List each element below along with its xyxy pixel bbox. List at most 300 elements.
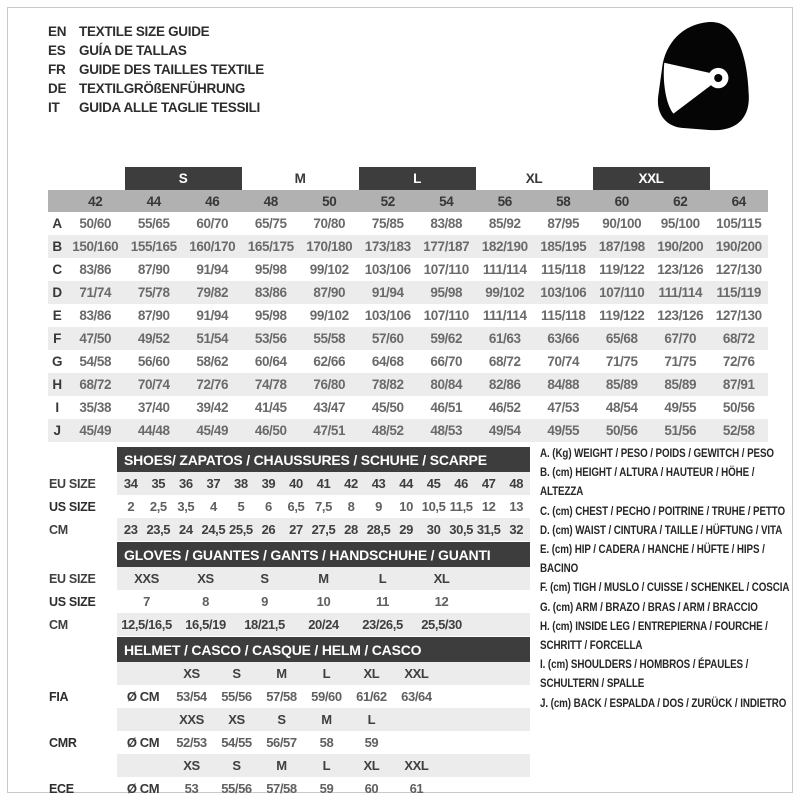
table-cell: 55/56 [221,689,252,704]
table-cell: J [48,419,66,442]
table-cell: 53/56 [242,327,301,350]
table-cell: 23,5 [145,518,173,541]
table-cell: 85/89 [593,373,652,396]
table-cell [710,167,769,190]
lang-row-es [48,41,264,60]
table-cell: 47/50 [66,327,125,350]
table-cell [471,567,530,590]
table-cell: 65/68 [593,327,652,350]
table-cell: M [259,754,304,777]
table-cell: 111/114 [482,262,527,277]
table-cell: 87/90 [137,262,170,277]
table-cell: 60 [593,190,652,212]
table-cell [471,613,530,636]
table-cell: 62/66 [313,354,346,369]
table-cell: 99/102 [309,308,349,323]
table-cell: 105/115 [716,216,762,231]
table-cell: 48 [502,472,530,495]
table-cell: 72/76 [183,373,242,396]
lang-row-fr [48,60,264,79]
table-cell: M [294,567,353,590]
measure-row-A [48,212,768,235]
table-cell: 51/56 [651,419,710,442]
legend-item: F. (cm) TIGH / MUSLO / CUISSE / SCHENKEL / COSCIA [540,581,790,595]
table-cell: 61 [409,781,424,796]
table-cell: 160/170 [183,235,242,258]
legend-item: E. (cm) HIP / CADERA / HANCHE / HÜFTE / HIPS / BACINO [540,543,765,576]
table-cell: 59 [319,781,334,796]
table-cell: 111/114 [651,281,710,304]
table-cell: Ø CM [126,781,160,796]
table-cell: 64 [710,190,769,212]
table-cell: 42 [337,472,365,495]
table-cell: 46/51 [430,400,463,415]
table-cell: 47 [475,472,503,495]
table-cell: 49/54 [476,419,535,442]
table-cell: 111/114 [482,308,527,323]
table-cell: 28 [337,518,365,541]
table-cell: B [48,235,66,258]
table-cell: D [48,281,66,304]
legend-item: I. (cm) SHOULDERS / HOMBROS / ÉPAULES / SCHULTERN / SPALLE [540,658,749,691]
table-cell: 53/54 [176,689,207,704]
table-cell: 64/68 [371,354,404,369]
table-cell: L [353,567,412,590]
table-cell: 103/106 [364,308,411,323]
table-cell: C [52,262,62,277]
measure-row-J [48,419,768,442]
shoes-cm-row [48,518,530,541]
table-cell: 25,5 [227,518,255,541]
table-cell: 115/118 [540,262,586,277]
table-cell: 190/200 [710,235,769,258]
table-cell: 75/85 [371,216,404,231]
table-cell: 47/51 [300,419,359,442]
measure-row-H [48,373,768,396]
table-cell: 59/60 [311,689,342,704]
table-cell: 83/86 [79,262,112,277]
table-cell: XXS [169,708,214,731]
table-cell: 66/70 [430,354,463,369]
table-cell [117,662,169,685]
table-cell: 63/66 [534,327,593,350]
table-cell [48,637,117,662]
table-cell: 47/53 [547,400,580,415]
legend-item: D. (cm) WAIST / CINTURA / TAILLE / HÜFTUNG / VITA [540,523,783,537]
helmet-size-table [48,637,530,800]
table-cell: 36 [172,472,200,495]
table-cell: 30 [420,518,448,541]
size-group-xxl: XXL [593,167,710,190]
table-cell: 71/75 [664,354,697,369]
table-cell: 55/56 [221,781,252,796]
table-cell: 71/75 [605,354,638,369]
table-cell: S [259,708,304,731]
gloves-eu-row [48,567,530,590]
table-cell: 5 [237,499,245,514]
page-title-it: GUIDA ALLE TAGLIE TESSILI [79,100,260,115]
table-cell: 45/50 [371,400,404,415]
table-cell: 173/183 [359,235,418,258]
measure-row-C [48,258,768,281]
table-cell: M [304,708,349,731]
table-cell: XXL [394,662,439,685]
gloves-cm-row [48,613,530,636]
table-cell [48,708,117,731]
table-cell: 27 [282,518,310,541]
lang-row-it [48,98,264,117]
shoes-eu-row [48,472,530,495]
shoes-size-table [48,447,530,541]
legend-item: H. (cm) INSIDE LEG / ENTREPIERNA / FOURCHE / SCHRITT / FORCELLA [540,619,768,653]
table-cell: 190/200 [651,235,710,258]
helmet-title: HELMET / CASCO / CASQUE / HELM / CASCO [117,637,530,662]
table-cell: 55/58 [300,327,359,350]
gloves-title: GLOVES / GUANTES / GANTS / HANDSCHUHE / GUANTI [117,542,530,567]
table-cell: CMR [49,735,77,750]
table-cell: 79/82 [183,281,242,304]
table-cell: 30,5 [447,518,475,541]
table-cell: 54/58 [79,354,112,369]
table-cell: 91/94 [359,281,418,304]
table-cell: 95/98 [254,262,287,277]
lang-row-de [48,79,264,98]
textile-size-table [48,167,768,442]
table-cell: 150/160 [66,235,125,258]
table-cell: 59 [364,735,379,750]
table-cell: 34 [117,472,145,495]
table-cell: 3,5 [177,499,195,514]
table-cell: 83/86 [79,308,112,323]
table-cell: 127/130 [715,262,762,277]
table-cell: 103/106 [534,281,593,304]
table-cell: 67/70 [651,327,710,350]
helmet-ece-row [48,777,530,800]
gloves-title-row [48,542,530,567]
table-cell: 12 [481,499,496,514]
table-cell: 28,5 [365,518,393,541]
table-cell: 50/60 [79,216,112,231]
table-cell: 182/190 [476,235,535,258]
table-cell: XS [176,567,235,590]
table-cell: L [304,662,349,685]
table-cell: 31,5 [475,518,503,541]
table-cell: 58 [319,735,334,750]
table-cell: 50/56 [722,400,755,415]
table-cell: Ø CM [126,735,160,750]
table-cell: 82/86 [476,373,535,396]
table-cell: 44 [125,190,184,212]
size-group-s: S [125,167,242,190]
table-cell: 44 [392,472,420,495]
measurement-legend [540,444,794,713]
helmet-cmr-sizes-row [48,708,530,731]
table-cell: 56/57 [266,735,297,750]
size-group-row [48,167,768,190]
table-cell: 49/55 [664,400,697,415]
table-cell: 85/92 [488,216,521,231]
table-cell: 70/80 [313,216,346,231]
table-cell: 63/64 [401,689,432,704]
table-cell: 7 [143,594,150,609]
size-group-m: M [294,171,306,186]
table-cell: 95/100 [660,216,700,231]
table-cell: 39/42 [196,400,229,415]
helmet-fia-sizes-row [48,662,530,685]
table-cell: 49/52 [125,327,184,350]
racing-helmet-icon [652,20,756,132]
table-cell: 35 [145,472,173,495]
table-cell: 75/78 [125,281,184,304]
table-cell [394,708,439,731]
helmet-ece-sizes-row [48,754,530,777]
table-cell: 8 [347,499,355,514]
table-cell: 87/90 [300,281,359,304]
legend-item: C. (cm) CHEST / PECHO / POITRINE / TRUHE / PETTO [540,504,786,518]
numeric-sizes-row [48,190,768,212]
table-cell: 87/90 [137,308,170,323]
gloves-us-row [48,590,530,613]
table-cell: 45 [420,472,448,495]
measure-row-F [48,327,768,350]
table-cell: 119/122 [599,262,645,277]
table-cell: 44/48 [125,419,184,442]
lang-code: IT [48,100,60,115]
table-cell: 103/106 [364,262,411,277]
table-cell [48,662,117,685]
table-cell: 50 [300,190,359,212]
table-cell: XL [349,662,394,685]
measure-row-B [48,235,768,258]
page-title-es: GUÍA DE TALLAS [79,43,187,58]
helmet-title-row [48,637,530,662]
table-cell: ECE [49,781,74,796]
table-cell: 80/84 [417,373,476,396]
table-cell: 91/94 [196,262,229,277]
table-cell: 123/126 [657,262,704,277]
table-cell: 99/102 [476,281,535,304]
table-cell: 115/118 [540,308,586,323]
table-cell: 12,5/16,5 [117,613,176,636]
table-cell: 9 [261,594,268,609]
table-cell: 11,5 [449,499,473,514]
table-cell: 83/86 [242,281,301,304]
table-cell: 52/53 [176,735,207,750]
table-cell: 6 [265,499,272,514]
table-cell: S [214,662,259,685]
table-cell: EU SIZE [48,567,117,590]
table-cell: 71/74 [66,281,125,304]
table-cell: 87/91 [710,373,769,396]
table-cell: 48/54 [605,400,638,415]
size-group-l: L [359,167,476,190]
table-cell: 41 [310,472,338,495]
table-cell: 43 [365,472,393,495]
legend-item: G. (cm) ARM / BRAZO / BRAS / ARM / BRACCIO [540,600,758,614]
table-cell: 95/98 [254,308,287,323]
table-cell: CM [48,518,117,541]
table-cell: 2 [127,499,135,514]
table-cell: 68/72 [710,327,769,350]
table-cell: 20/24 [294,613,353,636]
table-cell: XS [169,754,214,777]
table-cell [48,190,66,212]
lang-code: DE [48,81,67,96]
table-cell: 74/78 [242,373,301,396]
table-cell: 60/70 [196,216,229,231]
table-cell: S [235,567,294,590]
table-cell: 2,5 [149,499,167,514]
legend-item: A. (Kg) WEIGHT / PESO / POIDS / GEWITCH / PESO [540,447,774,460]
table-cell [48,754,117,777]
table-cell: EU SIZE [48,472,117,495]
table-cell: A [52,216,62,231]
table-cell [439,777,530,800]
measure-row-E [48,304,768,327]
table-cell [471,590,530,613]
table-cell: CM [48,613,117,636]
table-cell: 23/26,5 [353,613,412,636]
table-cell: 39 [255,472,283,495]
table-cell [117,708,169,731]
table-cell [394,731,439,754]
lang-code: ES [48,43,66,58]
shoes-title: SHOES/ ZAPATOS / CHAUSSURES / SCHUHE / SCARPE [117,447,530,472]
table-cell: 95/98 [417,281,476,304]
table-cell: XS [214,708,259,731]
table-cell: 91/94 [196,308,229,323]
table-cell: 18/21,5 [235,613,294,636]
table-cell: 6,5 [287,499,305,514]
table-cell: 72/76 [722,354,755,369]
table-cell: 52 [359,190,418,212]
shoes-us-row [48,495,530,518]
table-cell: 170/180 [300,235,359,258]
table-cell: 35/38 [79,400,112,415]
table-cell: XXL [394,754,439,777]
table-cell: 42 [66,190,125,212]
table-cell: 4 [209,499,217,514]
table-cell: 25,5/30 [412,613,471,636]
table-cell: 57/60 [359,327,418,350]
table-cell [48,167,125,190]
table-cell: 9 [375,499,382,514]
shoes-title-row [48,447,530,472]
table-cell: 56/60 [137,354,170,369]
table-cell: 37/40 [137,400,170,415]
page-title-de: TEXTILGRÖßENFÜHRUNG [79,81,246,96]
table-cell [48,542,117,567]
table-cell: 26 [255,518,283,541]
table-cell: XL [412,567,471,590]
table-cell: 65/75 [254,216,287,231]
table-cell: 13 [509,499,524,514]
legend-item: J. (cm) BACK / ESPALDA / DOS / ZURÜCK / INDIETRO [540,696,787,710]
table-cell: 185/195 [534,235,593,258]
table-cell: 61/62 [356,689,387,704]
table-cell: 49/55 [534,419,593,442]
table-cell: 53 [184,781,199,796]
table-cell: FIA [49,689,69,704]
measure-row-G [48,350,768,373]
table-cell: 43/47 [313,400,346,415]
table-cell: 187/198 [593,235,652,258]
table-cell: 8 [202,594,209,609]
measure-row-D [48,281,768,304]
table-cell: US SIZE [49,594,96,609]
table-cell: 123/126 [657,308,704,323]
helmet-fia-row [48,685,530,708]
measure-row-I [48,396,768,419]
table-cell [439,708,530,731]
table-cell: G [51,354,63,369]
legend-item: B. (cm) HEIGHT / ALTURA / HAUTEUR / HÖHE / ALTEZZA [540,466,755,499]
table-cell [439,685,530,708]
table-cell: 48/52 [359,419,418,442]
table-cell: 60 [364,781,379,796]
table-cell: 107/110 [593,281,652,304]
table-cell: 68/72 [488,354,521,369]
table-cell: 10 [316,594,331,609]
helmet-cmr-row [48,731,530,754]
table-cell: 54/55 [221,735,252,750]
table-cell: 45/49 [183,419,242,442]
table-cell [439,731,530,754]
table-cell: 27,5 [310,518,338,541]
table-cell: 45/49 [66,419,125,442]
table-cell: H [48,373,66,396]
table-cell: 60/64 [254,354,287,369]
table-cell: F [48,327,66,350]
table-cell: 177/187 [417,235,476,258]
table-cell: 40 [282,472,310,495]
table-cell: 10 [399,499,413,514]
size-group-xl: XL [525,171,543,186]
table-cell: 85/89 [651,373,710,396]
table-cell: 11 [376,594,389,609]
table-cell [439,662,530,685]
table-cell: 46 [447,472,475,495]
table-cell: 165/175 [242,235,301,258]
table-cell: 32 [502,518,530,541]
table-cell: S [214,754,259,777]
table-cell: 84/88 [534,373,593,396]
gloves-size-table [48,542,530,636]
table-cell: 52/58 [710,419,769,442]
table-cell: XL [349,754,394,777]
table-cell: XS [169,662,214,685]
table-cell: 50/56 [593,419,652,442]
table-cell [117,754,169,777]
table-cell: 48/53 [417,419,476,442]
page-title: TEXTILE SIZE GUIDE [79,24,210,39]
table-cell: 54 [417,190,476,212]
lang-code: EN [48,24,67,39]
table-cell: 38 [227,472,255,495]
table-cell: 78/82 [359,373,418,396]
table-cell: 24 [172,518,200,541]
table-cell: 57/58 [266,781,297,796]
table-cell: 68/72 [66,373,125,396]
table-cell: 23 [117,518,145,541]
table-cell: 70/74 [547,354,580,369]
language-title-block [48,22,264,117]
table-cell: 119/122 [599,308,645,323]
table-cell: US SIZE [49,499,96,514]
table-cell: 29 [392,518,420,541]
table-cell: 99/102 [309,262,349,277]
table-cell: 16,5/19 [176,613,235,636]
